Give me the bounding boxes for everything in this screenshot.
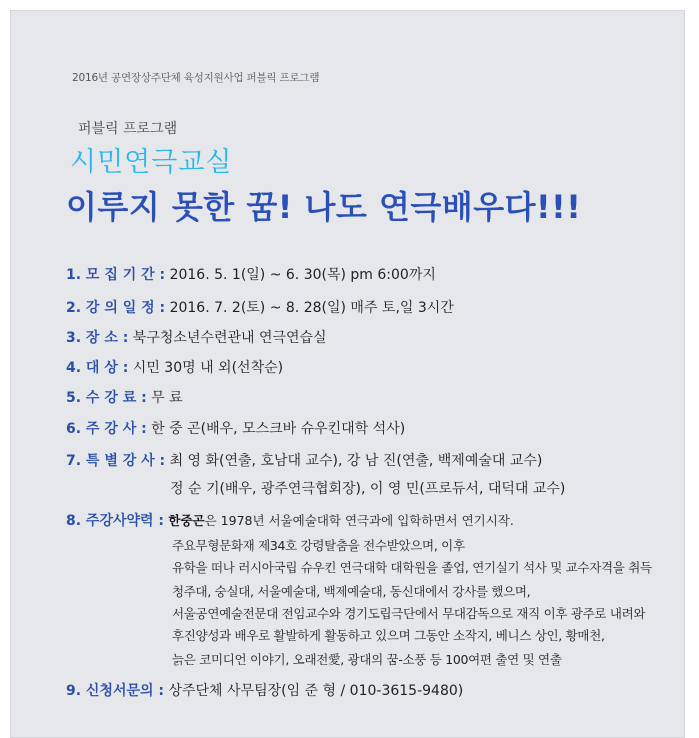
instructor-name: 한중곤 xyxy=(164,513,205,528)
bio-line: 유학을 떠나 러시아국립 슈우킨 연극대학 대학원을 졸업, 연기실기 석사 및 교수자격을 취득 xyxy=(172,560,652,575)
item-value: 상주단체 사무팀장(임 준 형 / 010-3615-9480) xyxy=(164,683,464,699)
item-recruit-period xyxy=(66,264,436,284)
item-fee xyxy=(66,387,183,407)
item-schedule xyxy=(66,297,454,317)
program-label: 퍼블릭 프로그램 xyxy=(78,121,178,137)
item-key: 3. 장 소 : xyxy=(66,330,129,346)
item-value: 한 중 곤(배우, 모스크바 슈우킨대학 석사) xyxy=(146,421,406,437)
item-main-instructor xyxy=(66,418,405,438)
item-value: 무 료 xyxy=(146,390,183,406)
item-key: 7. 특 별 강 사 : xyxy=(66,453,166,469)
headline: 이루지 못한 꿈! 나도 연극배우다!!! xyxy=(66,188,582,226)
item-key: 5. 수 강 료 : xyxy=(66,390,147,406)
item-key: 2. 강 의 일 정 : xyxy=(66,300,166,316)
header-line: 2016년 공연장상주단체 육성지원사업 퍼블릭 프로그램 xyxy=(72,72,320,84)
item-value: 정 순 기(배우, 광주연극협회장), 이 영 민(프로듀서, 대덕대 교수) xyxy=(170,481,566,497)
item-key: 8. 주강사약력 : xyxy=(66,513,165,529)
item-key: 1. 모 집 기 간 : xyxy=(66,267,166,283)
bio-line: 주요무형문화재 제34호 강령탈춤을 전수받았으며, 이후 xyxy=(172,538,465,553)
bio-line: 서울공연예술전문대 전임교수와 경기도립극단에서 무대감독으로 재직 이후 광주로 내려와 xyxy=(172,606,646,621)
item-value: 은 1978년 서울예술대학 연극과에 입학하면서 연기시작. xyxy=(204,513,514,528)
item-special-instructors xyxy=(66,450,542,470)
item-value: 2016. 5. 1(일) ~ 6. 30(목) pm 6:00까지 xyxy=(165,267,436,283)
item-key: 4. 대 상 : xyxy=(66,360,129,376)
subtitle: 시민연극교실 xyxy=(70,147,233,178)
item-instructor-bio xyxy=(66,510,514,530)
item-key: 9. 신청서문의 : xyxy=(66,683,165,699)
item-key: 6. 주 강 사 : xyxy=(66,421,147,437)
item-value: 2016. 7. 2(토) ~ 8. 28(일) 매주 토,일 3시간 xyxy=(165,300,454,316)
item-value: 최 영 화(연출, 호남대 교수), 강 남 진(연출, 백제예술대 교수) xyxy=(165,453,543,469)
item-value: 시민 30명 내 외(선착순) xyxy=(128,360,284,376)
item-place xyxy=(66,327,327,347)
bio-line: 청주대, 숭실대, 서울예술대, 백제예술대, 동신대에서 강사를 했으며, xyxy=(172,584,531,599)
item-contact xyxy=(66,680,463,700)
bio-line: 늙은 코미디언 이야기, 오래전愛, 광대의 꿈-소풍 등 100여편 출연 및 연출 xyxy=(172,652,562,667)
bio-line: 후진양성과 배우로 활발하게 활동하고 있으며 그동안 소작지, 베니스 상인, 황매천, xyxy=(172,628,605,643)
item-target xyxy=(66,357,283,377)
item-value: 북구청소년수련관내 연극연습실 xyxy=(128,330,327,346)
item-special-instructors-cont xyxy=(170,478,565,498)
